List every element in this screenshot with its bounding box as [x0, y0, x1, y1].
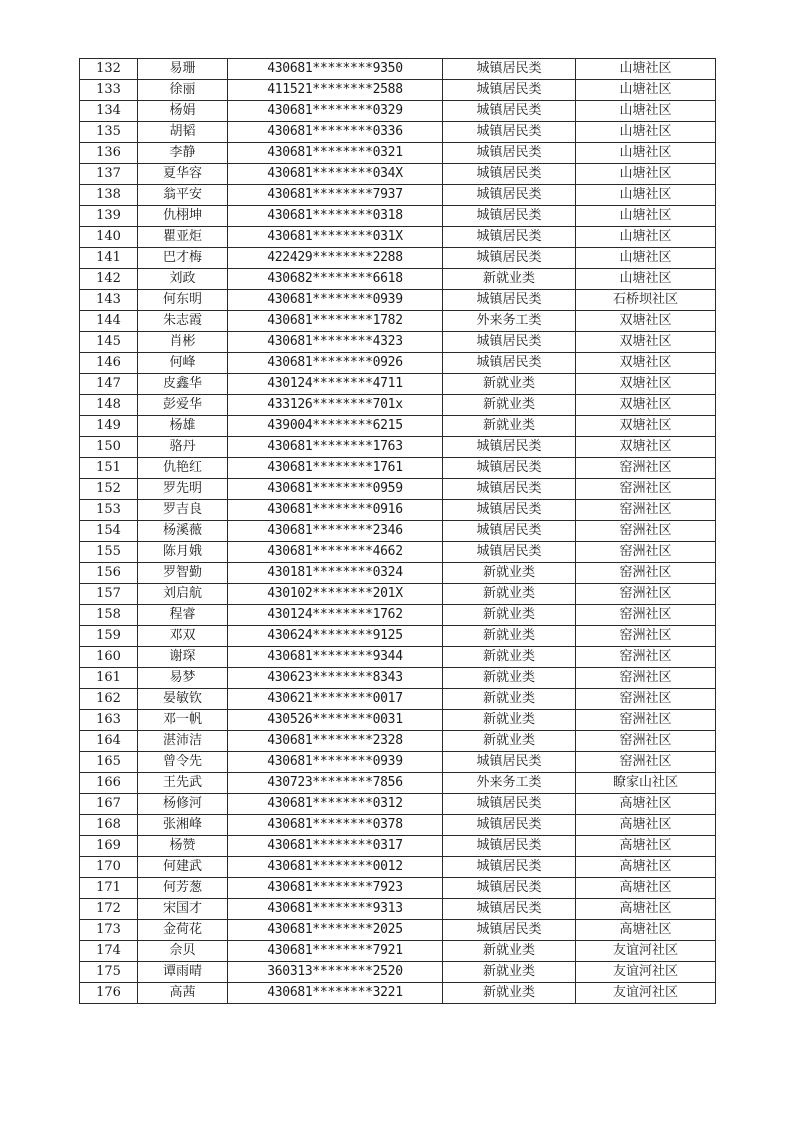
row-number-cell: 165 [80, 752, 138, 773]
row-number-cell: 167 [80, 794, 138, 815]
category-cell: 城镇居民类 [443, 500, 576, 521]
table-row [80, 395, 716, 416]
person-name-cell: 谭雨晴 [138, 962, 228, 983]
row-number-cell: 174 [80, 941, 138, 962]
category-cell: 城镇居民类 [443, 248, 576, 269]
row-number-cell: 172 [80, 899, 138, 920]
person-name-cell: 刘政 [138, 269, 228, 290]
community-name-cell: 山塘社区 [576, 59, 716, 80]
row-number-cell: 134 [80, 101, 138, 122]
person-name-cell: 徐丽 [138, 80, 228, 101]
category-cell: 城镇居民类 [443, 227, 576, 248]
id-number-cell: 433126********701x [228, 395, 443, 416]
id-number-cell: 411521********2588 [228, 80, 443, 101]
category-cell: 城镇居民类 [443, 290, 576, 311]
row-number-cell: 156 [80, 563, 138, 584]
category-cell: 城镇居民类 [443, 479, 576, 500]
person-name-cell: 骆丹 [138, 437, 228, 458]
id-number-cell: 430681********9313 [228, 899, 443, 920]
person-name-cell: 杨修河 [138, 794, 228, 815]
row-number-cell: 164 [80, 731, 138, 752]
category-cell: 新就业类 [443, 584, 576, 605]
community-name-cell: 窑洲社区 [576, 500, 716, 521]
row-number-cell: 161 [80, 668, 138, 689]
category-cell: 城镇居民类 [443, 458, 576, 479]
id-number-cell: 430124********1762 [228, 605, 443, 626]
table-row [80, 101, 716, 122]
community-name-cell: 窑洲社区 [576, 731, 716, 752]
category-cell: 城镇居民类 [443, 122, 576, 143]
community-name-cell: 双塘社区 [576, 416, 716, 437]
row-number-cell: 166 [80, 773, 138, 794]
table-row [80, 500, 716, 521]
person-name-cell: 王先武 [138, 773, 228, 794]
category-cell: 新就业类 [443, 416, 576, 437]
community-name-cell: 窑洲社区 [576, 626, 716, 647]
category-cell: 城镇居民类 [443, 836, 576, 857]
person-name-cell: 杨赞 [138, 836, 228, 857]
id-number-cell: 430124********4711 [228, 374, 443, 395]
person-name-cell: 巴才梅 [138, 248, 228, 269]
row-number-cell: 135 [80, 122, 138, 143]
table-row [80, 794, 716, 815]
person-name-cell: 陈月娥 [138, 542, 228, 563]
table-row [80, 752, 716, 773]
row-number-cell: 155 [80, 542, 138, 563]
id-number-cell: 430681********0329 [228, 101, 443, 122]
roster-table-body [80, 59, 716, 1004]
person-name-cell: 易珊 [138, 59, 228, 80]
community-name-cell: 高塘社区 [576, 920, 716, 941]
table-row [80, 983, 716, 1004]
table-row [80, 479, 716, 500]
category-cell: 新就业类 [443, 374, 576, 395]
community-name-cell: 山塘社区 [576, 122, 716, 143]
row-number-cell: 158 [80, 605, 138, 626]
category-cell: 城镇居民类 [443, 143, 576, 164]
table-row [80, 437, 716, 458]
row-number-cell: 154 [80, 521, 138, 542]
id-number-cell: 430681********7937 [228, 185, 443, 206]
table-row [80, 248, 716, 269]
row-number-cell: 144 [80, 311, 138, 332]
community-name-cell: 友谊河社区 [576, 941, 716, 962]
category-cell: 新就业类 [443, 395, 576, 416]
community-name-cell: 双塘社区 [576, 353, 716, 374]
row-number-cell: 137 [80, 164, 138, 185]
community-name-cell: 高塘社区 [576, 878, 716, 899]
table-row [80, 206, 716, 227]
id-number-cell: 430681********7921 [228, 941, 443, 962]
table-row [80, 857, 716, 878]
person-name-cell: 何峰 [138, 353, 228, 374]
community-name-cell: 山塘社区 [576, 248, 716, 269]
table-row [80, 80, 716, 101]
row-number-cell: 160 [80, 647, 138, 668]
row-number-cell: 159 [80, 626, 138, 647]
community-name-cell: 窑洲社区 [576, 458, 716, 479]
id-number-cell: 430681********0312 [228, 794, 443, 815]
category-cell: 新就业类 [443, 983, 576, 1004]
category-cell: 新就业类 [443, 941, 576, 962]
row-number-cell: 145 [80, 332, 138, 353]
table-row [80, 416, 716, 437]
category-cell: 新就业类 [443, 647, 576, 668]
row-number-cell: 170 [80, 857, 138, 878]
person-name-cell: 李静 [138, 143, 228, 164]
id-number-cell: 439004********6215 [228, 416, 443, 437]
row-number-cell: 151 [80, 458, 138, 479]
person-name-cell: 谢琛 [138, 647, 228, 668]
row-number-cell: 163 [80, 710, 138, 731]
id-number-cell: 430681********0012 [228, 857, 443, 878]
table-row [80, 626, 716, 647]
id-number-cell: 430681********9350 [228, 59, 443, 80]
id-number-cell: 430681********0336 [228, 122, 443, 143]
category-cell: 新就业类 [443, 668, 576, 689]
community-name-cell: 高塘社区 [576, 794, 716, 815]
id-number-cell: 430681********0959 [228, 479, 443, 500]
id-number-cell: 430624********9125 [228, 626, 443, 647]
id-number-cell: 430681********2346 [228, 521, 443, 542]
id-number-cell: 422429********2288 [228, 248, 443, 269]
id-number-cell: 430681********9344 [228, 647, 443, 668]
community-name-cell: 高塘社区 [576, 899, 716, 920]
person-name-cell: 程睿 [138, 605, 228, 626]
community-name-cell: 窑洲社区 [576, 563, 716, 584]
community-name-cell: 高塘社区 [576, 815, 716, 836]
row-number-cell: 168 [80, 815, 138, 836]
table-row [80, 311, 716, 332]
category-cell: 城镇居民类 [443, 920, 576, 941]
category-cell: 新就业类 [443, 710, 576, 731]
community-name-cell: 友谊河社区 [576, 983, 716, 1004]
row-number-cell: 133 [80, 80, 138, 101]
category-cell: 城镇居民类 [443, 185, 576, 206]
person-name-cell: 金荷花 [138, 920, 228, 941]
row-number-cell: 132 [80, 59, 138, 80]
id-number-cell: 430681********0926 [228, 353, 443, 374]
community-name-cell: 窑洲社区 [576, 479, 716, 500]
table-row [80, 332, 716, 353]
category-cell: 城镇居民类 [443, 542, 576, 563]
table-row [80, 731, 716, 752]
category-cell: 城镇居民类 [443, 899, 576, 920]
person-name-cell: 张湘峰 [138, 815, 228, 836]
person-name-cell: 湛沛洁 [138, 731, 228, 752]
id-number-cell: 430681********7923 [228, 878, 443, 899]
id-number-cell: 430623********8343 [228, 668, 443, 689]
community-name-cell: 窑洲社区 [576, 521, 716, 542]
table-row [80, 668, 716, 689]
person-name-cell: 高茜 [138, 983, 228, 1004]
community-name-cell: 山塘社区 [576, 206, 716, 227]
community-name-cell: 山塘社区 [576, 269, 716, 290]
table-row [80, 689, 716, 710]
community-name-cell: 双塘社区 [576, 332, 716, 353]
person-name-cell: 彭爱华 [138, 395, 228, 416]
row-number-cell: 147 [80, 374, 138, 395]
id-number-cell: 430681********1761 [228, 458, 443, 479]
row-number-cell: 139 [80, 206, 138, 227]
id-number-cell: 430682********6618 [228, 269, 443, 290]
row-number-cell: 148 [80, 395, 138, 416]
community-name-cell: 瞭家山社区 [576, 773, 716, 794]
row-number-cell: 150 [80, 437, 138, 458]
community-name-cell: 双塘社区 [576, 395, 716, 416]
community-name-cell: 双塘社区 [576, 437, 716, 458]
id-number-cell: 430681********0321 [228, 143, 443, 164]
row-number-cell: 149 [80, 416, 138, 437]
id-number-cell: 430621********0017 [228, 689, 443, 710]
id-number-cell: 430681********0317 [228, 836, 443, 857]
id-number-cell: 430681********034X [228, 164, 443, 185]
community-name-cell: 山塘社区 [576, 101, 716, 122]
community-name-cell: 山塘社区 [576, 185, 716, 206]
category-cell: 新就业类 [443, 731, 576, 752]
table-row [80, 185, 716, 206]
category-cell: 城镇居民类 [443, 878, 576, 899]
id-number-cell: 430681********0378 [228, 815, 443, 836]
community-name-cell: 石桥坝社区 [576, 290, 716, 311]
id-number-cell: 430102********201X [228, 584, 443, 605]
table-row [80, 374, 716, 395]
category-cell: 新就业类 [443, 605, 576, 626]
id-number-cell: 430681********4323 [228, 332, 443, 353]
person-name-cell: 杨雄 [138, 416, 228, 437]
person-name-cell: 仇栩坤 [138, 206, 228, 227]
person-name-cell: 易梦 [138, 668, 228, 689]
row-number-cell: 153 [80, 500, 138, 521]
table-row [80, 353, 716, 374]
id-number-cell: 430681********1763 [228, 437, 443, 458]
id-number-cell: 430681********2025 [228, 920, 443, 941]
category-cell: 城镇居民类 [443, 437, 576, 458]
person-name-cell: 翁平安 [138, 185, 228, 206]
row-number-cell: 136 [80, 143, 138, 164]
person-name-cell: 佘贝 [138, 941, 228, 962]
category-cell: 城镇居民类 [443, 206, 576, 227]
community-name-cell: 窑洲社区 [576, 752, 716, 773]
category-cell: 新就业类 [443, 269, 576, 290]
id-number-cell: 430681********0318 [228, 206, 443, 227]
category-cell: 城镇居民类 [443, 521, 576, 542]
table-row [80, 878, 716, 899]
person-name-cell: 宋国才 [138, 899, 228, 920]
category-cell: 新就业类 [443, 962, 576, 983]
id-number-cell: 430681********0939 [228, 290, 443, 311]
category-cell: 城镇居民类 [443, 80, 576, 101]
category-cell: 城镇居民类 [443, 101, 576, 122]
id-number-cell: 430681********0939 [228, 752, 443, 773]
row-number-cell: 175 [80, 962, 138, 983]
row-number-cell: 141 [80, 248, 138, 269]
community-name-cell: 高塘社区 [576, 836, 716, 857]
community-name-cell: 山塘社区 [576, 80, 716, 101]
table-row [80, 920, 716, 941]
table-row [80, 647, 716, 668]
person-name-cell: 仇艳红 [138, 458, 228, 479]
category-cell: 新就业类 [443, 689, 576, 710]
table-row [80, 164, 716, 185]
community-name-cell: 窑洲社区 [576, 542, 716, 563]
person-name-cell: 刘启航 [138, 584, 228, 605]
table-row [80, 521, 716, 542]
category-cell: 城镇居民类 [443, 794, 576, 815]
table-row [80, 227, 716, 248]
category-cell: 外来务工类 [443, 773, 576, 794]
person-name-cell: 邓一帆 [138, 710, 228, 731]
table-row [80, 290, 716, 311]
roster-table [79, 58, 716, 1004]
table-row [80, 710, 716, 731]
row-number-cell: 171 [80, 878, 138, 899]
community-name-cell: 双塘社区 [576, 374, 716, 395]
category-cell: 新就业类 [443, 626, 576, 647]
community-name-cell: 窑洲社区 [576, 668, 716, 689]
table-row [80, 773, 716, 794]
person-name-cell: 曾令先 [138, 752, 228, 773]
community-name-cell: 友谊河社区 [576, 962, 716, 983]
person-name-cell: 夏华容 [138, 164, 228, 185]
row-number-cell: 143 [80, 290, 138, 311]
person-name-cell: 邓双 [138, 626, 228, 647]
table-row [80, 584, 716, 605]
person-name-cell: 罗智勤 [138, 563, 228, 584]
category-cell: 城镇居民类 [443, 332, 576, 353]
category-cell: 新就业类 [443, 563, 576, 584]
id-number-cell: 430681********2328 [228, 731, 443, 752]
table-row [80, 542, 716, 563]
community-name-cell: 窑洲社区 [576, 647, 716, 668]
person-name-cell: 朱志霞 [138, 311, 228, 332]
community-name-cell: 窑洲社区 [576, 584, 716, 605]
community-name-cell: 山塘社区 [576, 227, 716, 248]
table-row [80, 899, 716, 920]
table-row [80, 563, 716, 584]
community-name-cell: 窑洲社区 [576, 710, 716, 731]
table-row [80, 605, 716, 626]
community-name-cell: 窑洲社区 [576, 605, 716, 626]
category-cell: 城镇居民类 [443, 353, 576, 374]
category-cell: 城镇居民类 [443, 164, 576, 185]
person-name-cell: 杨娟 [138, 101, 228, 122]
category-cell: 城镇居民类 [443, 59, 576, 80]
table-row [80, 836, 716, 857]
id-number-cell: 430526********0031 [228, 710, 443, 731]
table-row [80, 941, 716, 962]
id-number-cell: 360313********2520 [228, 962, 443, 983]
person-name-cell: 肖彬 [138, 332, 228, 353]
person-name-cell: 胡韬 [138, 122, 228, 143]
person-name-cell: 晏敏钦 [138, 689, 228, 710]
row-number-cell: 140 [80, 227, 138, 248]
row-number-cell: 152 [80, 479, 138, 500]
person-name-cell: 何建武 [138, 857, 228, 878]
category-cell: 城镇居民类 [443, 815, 576, 836]
row-number-cell: 173 [80, 920, 138, 941]
row-number-cell: 176 [80, 983, 138, 1004]
community-name-cell: 山塘社区 [576, 143, 716, 164]
category-cell: 外来务工类 [443, 311, 576, 332]
community-name-cell: 山塘社区 [576, 164, 716, 185]
community-name-cell: 高塘社区 [576, 857, 716, 878]
id-number-cell: 430681********031X [228, 227, 443, 248]
row-number-cell: 162 [80, 689, 138, 710]
row-number-cell: 157 [80, 584, 138, 605]
table-row [80, 59, 716, 80]
category-cell: 城镇居民类 [443, 857, 576, 878]
community-name-cell: 窑洲社区 [576, 689, 716, 710]
id-number-cell: 430681********3221 [228, 983, 443, 1004]
id-number-cell: 430681********4662 [228, 542, 443, 563]
row-number-cell: 169 [80, 836, 138, 857]
row-number-cell: 146 [80, 353, 138, 374]
id-number-cell: 430681********0916 [228, 500, 443, 521]
row-number-cell: 138 [80, 185, 138, 206]
table-row [80, 122, 716, 143]
id-number-cell: 430723********7856 [228, 773, 443, 794]
category-cell: 城镇居民类 [443, 752, 576, 773]
person-name-cell: 罗吉良 [138, 500, 228, 521]
person-name-cell: 何芳葱 [138, 878, 228, 899]
table-row [80, 143, 716, 164]
row-number-cell: 142 [80, 269, 138, 290]
table-row [80, 815, 716, 836]
community-name-cell: 双塘社区 [576, 311, 716, 332]
person-name-cell: 皮鑫华 [138, 374, 228, 395]
table-row [80, 458, 716, 479]
table-row [80, 269, 716, 290]
id-number-cell: 430681********1782 [228, 311, 443, 332]
table-row [80, 962, 716, 983]
id-number-cell: 430181********0324 [228, 563, 443, 584]
person-name-cell: 瞿亚炬 [138, 227, 228, 248]
person-name-cell: 杨溪薇 [138, 521, 228, 542]
person-name-cell: 罗先明 [138, 479, 228, 500]
person-name-cell: 何东明 [138, 290, 228, 311]
